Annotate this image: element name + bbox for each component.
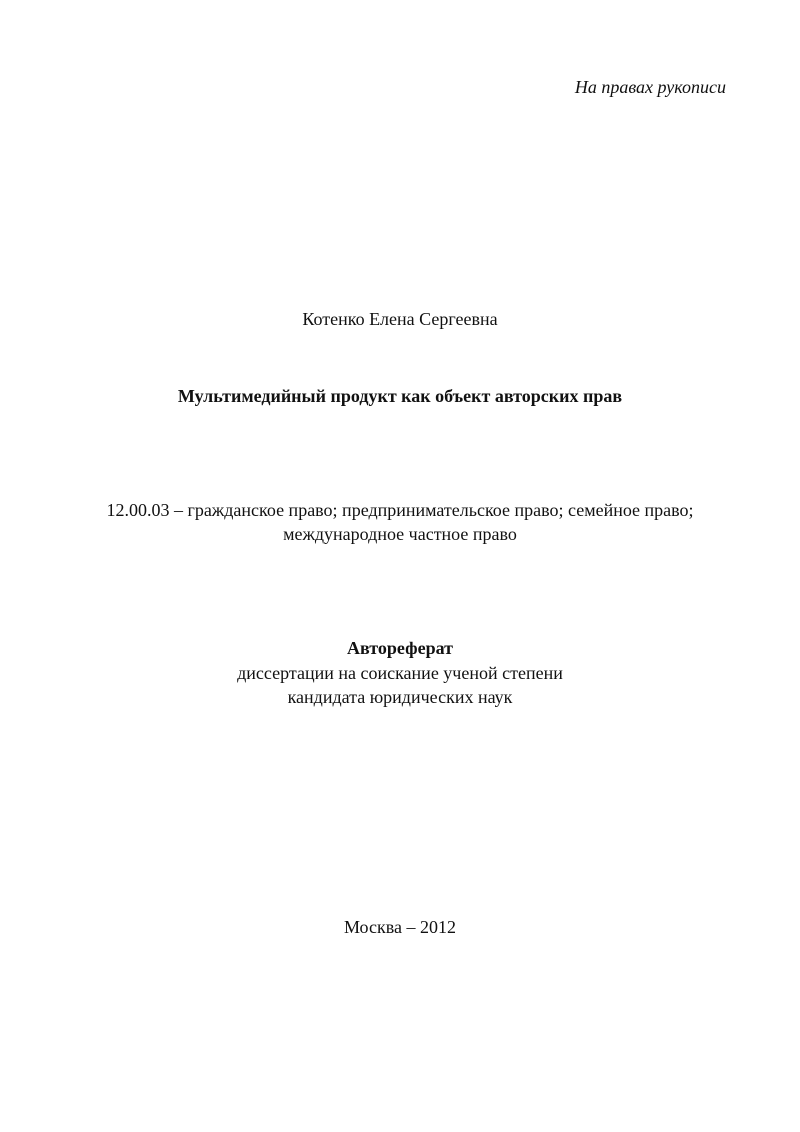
abstract-line-2: кандидата юридических наук <box>287 687 513 707</box>
specialty-line-1: 12.00.03 – гражданское право; предпринимательское право; семейное право; <box>106 500 694 520</box>
specialty-line-2: международное частное право <box>283 524 517 544</box>
abstract-line-1: диссертации на соискание ученой степени <box>237 663 563 683</box>
abstract-heading: Автореферат <box>347 638 453 658</box>
manuscript-rights-note: На правах рукописи <box>574 77 726 97</box>
place-and-year: Москва – 2012 <box>344 917 456 937</box>
dissertation-title: Мультимедийный продукт как объект авторских прав <box>177 386 623 406</box>
author-name: Котенко Елена Сергеевна <box>302 309 498 329</box>
